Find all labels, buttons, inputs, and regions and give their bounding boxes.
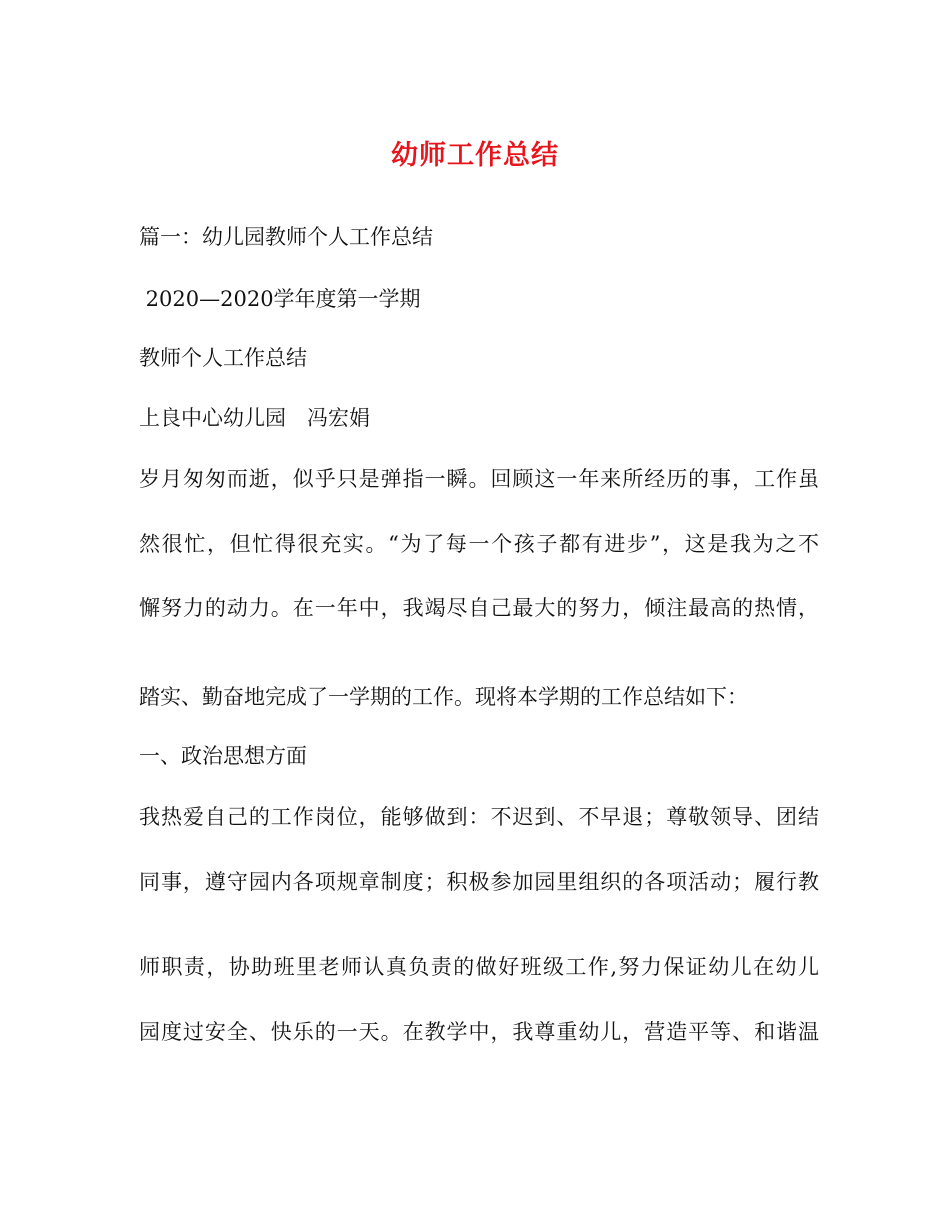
paragraph-line: 然很忙，但忙得很充实。“为了每一个孩子都有进步”，这是我为之不 <box>139 532 819 556</box>
paragraph-line: 师职责，协助班里老师认真负责的做好班级工作,努力保证幼儿在幼儿 <box>139 955 819 979</box>
author-line: 上良中心幼儿园 冯宏娟 <box>139 406 370 430</box>
section-heading: 一、政治思想方面 <box>139 744 307 768</box>
school-year-line: 2020—2020学年度第一学期 <box>139 287 421 311</box>
paragraph-line: 岁月匆匆而逝，似乎只是弹指一瞬。回顾这一年来所经历的事，工作虽 <box>139 467 819 491</box>
paragraph-line: 懈努力的动力。在一年中，我竭尽自己最大的努力，倾注最高的热情， <box>139 596 819 620</box>
document-title: 幼师工作总结 <box>391 140 559 171</box>
paragraph-line: 园度过安全、快乐的一天。在教学中，我尊重幼儿，营造平等、和谐温 <box>139 1020 819 1044</box>
paragraph-line: 踏实、勤奋地完成了一学期的工作。现将本学期的工作总结如下： <box>139 685 748 709</box>
paragraph-line: 我热爱自己的工作岗位，能够做到：不迟到、不早退；尊敬领导、团结 <box>139 805 819 829</box>
section-heading: 篇一：幼儿园教师个人工作总结 <box>139 225 433 249</box>
paragraph-line: 同事，遵守园内各项规章制度；积极参加园里组织的各项活动；履行教 <box>139 870 819 894</box>
subtitle-line: 教师个人工作总结 <box>139 346 307 370</box>
